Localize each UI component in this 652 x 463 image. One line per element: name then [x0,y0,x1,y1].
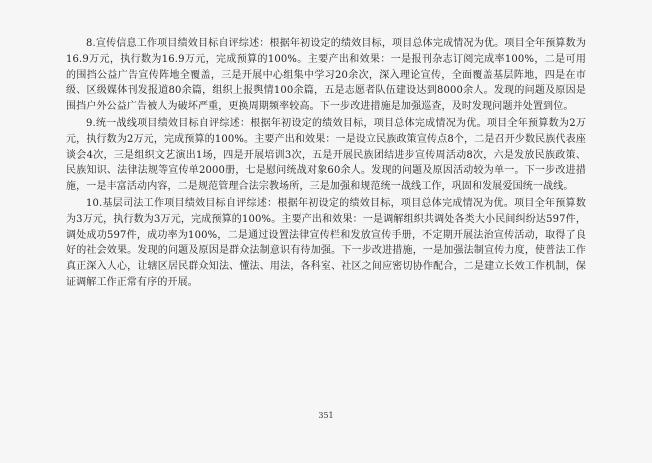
page-number: 351 [318,411,334,420]
paragraph-publicity-project: 8.宣传信息工作项目绩效目标自评综述：根据年初设定的绩效目标，项目总体完成情况为优。项目全年预算数为16.9万元，执行数为16.9万元，完成预算的100%。主要产出和效果：一是报刊杂志订阅完成率100%，二是可用的围挡公益广告宣传阵地全覆盖，三是开展中心组集中学习20余次，深入理论宣传，全面覆盖基层阵地，四是在市级、区级媒体刊发报道80余篇，组织上报舆情100余篇，五是志愿者队伍建设达到8000余人。发现的问题及原因是围挡户外公益广告被人为破坏严重，更换周期频率较高。下一步改进措施是加强巡查，及时发现问题并处置到位。 [66,38,586,113]
paragraph-united-front-project: 9.统一战线项目绩效目标自评综述：根据年初设定的绩效目标，项目总体完成情况为优。项目全年预算数为2万元，执行数为2万元，完成预算的100%。主要产出和效果：一是设立民族政策宣传点8个，二是召开少数民族代表座谈会4次，三是组织文艺演出1场，四是开展培训3次，五是开展民族团结进步宣传周活动8次，六是发放民族政策、民族知识、法律法规等宣传单2000册，七是慰问统战对象60余人。发现的问题及原因活动较为单一。下一步改进措施，一是丰富活动内容，二是规范管理合法宗教场所，三是加强和规范统一战线工作，巩固和发展爱国统一战线。 [66,117,586,193]
paragraph-judicial-project: 10.基层司法工作项目绩效目标自评综述：根据年初设定的绩效目标，项目总体完成情况为优。项目全年预算数为3万元，执行数为3万元，完成预算的100%。主要产出和效果：一是调解组织共调处各类大小民间纠纷达597件，调处成功597件，成功率为100%，二是通过设置法律宣传栏和发放宣传手册，不定期开展法治宣传活动，取得了良好的社会效果。发现的问题及原因是群众法制意识有待加强。下一步改进措施，一是加强法制宣传力度，使普法工作真正深入人心，让辖区居民群众知法、懂法、用法，各科室、社区之间应密切协作配合，二是建立长效工作机制，保证调解工作正常有序的开展。 [66,197,586,288]
page-body [66,36,586,292]
